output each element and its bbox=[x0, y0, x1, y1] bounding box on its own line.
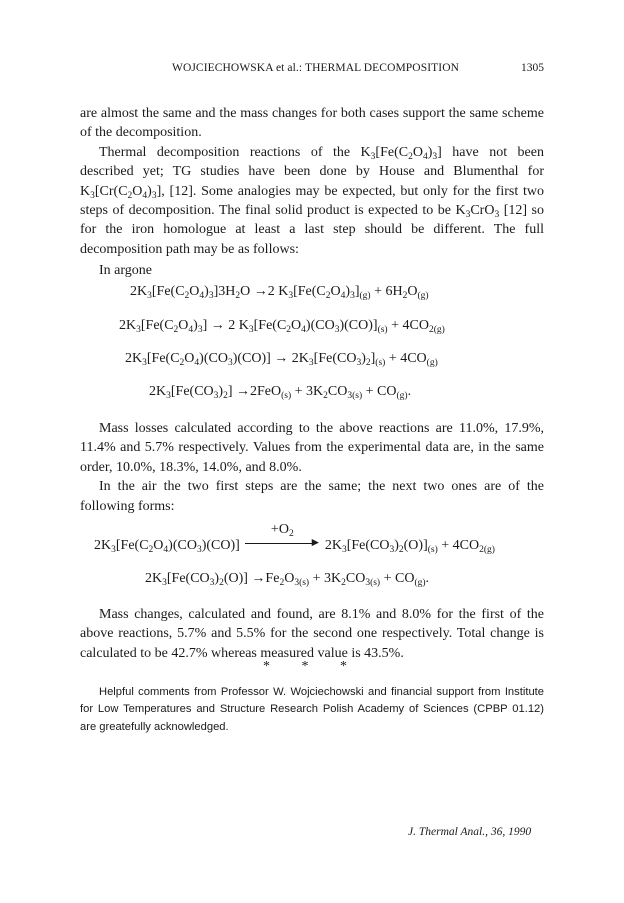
equation-3-subscript: 2 bbox=[179, 358, 185, 368]
equation-6-subscript: 3(s) bbox=[365, 578, 381, 588]
equation-6-subscript: 2 bbox=[341, 578, 346, 588]
equation-1-subscript: 3 bbox=[147, 291, 152, 301]
equation-3-text: ] bbox=[370, 351, 376, 366]
equation-6-subscript: 2 bbox=[279, 578, 285, 588]
equation-4-text: . bbox=[407, 384, 412, 399]
equation-5-right-text: ) bbox=[394, 538, 399, 553]
equation-4-subscript: 2 bbox=[223, 391, 228, 401]
equation-2-subscript: 3 bbox=[248, 325, 254, 335]
equation-3-text: ) bbox=[361, 351, 366, 366]
equation-1-subscript: 4 bbox=[340, 291, 346, 301]
equation-5-right-text: [Fe(CO bbox=[346, 538, 390, 553]
equation-5-right-subscript: 3 bbox=[341, 545, 347, 555]
equation-6-text: [Fe(CO bbox=[166, 571, 210, 586]
equation-1-text: 2K bbox=[130, 284, 148, 299]
equation-1-subscript: (g) bbox=[359, 291, 371, 301]
equation-5-left-subscript: 3 bbox=[111, 545, 116, 555]
equation-5-left-subscript: 2 bbox=[148, 545, 154, 555]
equation-2-subscript: 3 bbox=[136, 325, 141, 335]
equation-2-text: O bbox=[178, 318, 189, 333]
paragraph-5-block bbox=[80, 605, 544, 663]
equation-6-text: CO bbox=[345, 571, 366, 586]
reaction-arrow-with-oxygen: $+O_2$ ► bbox=[243, 536, 321, 550]
equation-6-subscript: 3(s) bbox=[294, 578, 310, 588]
equation-5-left-text: )(CO)] bbox=[201, 538, 240, 553]
equation-2-text: )(CO)] bbox=[339, 318, 378, 333]
equation-6-subscript: 3 bbox=[162, 578, 167, 588]
equation-5-right-subscript: (s) bbox=[427, 545, 438, 555]
equation-2-text: + 4CO bbox=[387, 318, 429, 333]
equation-1-subscript: 2 bbox=[325, 291, 331, 301]
label-in-argone: In argone bbox=[99, 263, 152, 278]
equation-1-text: ] bbox=[354, 284, 360, 299]
section-separator: * * * bbox=[263, 659, 361, 674]
equation-1-text: O bbox=[189, 284, 200, 299]
equation-4-subscript: 3 bbox=[213, 391, 219, 401]
equation-2-subscript: (s) bbox=[377, 325, 388, 335]
equation-1-text: [Fe(C bbox=[151, 284, 185, 299]
equation-1-subscript: 2 bbox=[184, 291, 190, 301]
equation-3-text: [Fe(CO bbox=[313, 351, 357, 366]
paragraph-3: Mass losses calculated according to the above reactions are 11.0%, 17.9%, 11.4% and 5.7% respectively. Values from the experimental data are, in the same order, 10.0%, 18.3%, 14.0%, and 8.0%. bbox=[80, 421, 544, 475]
equation-1-subscript: 4 bbox=[199, 291, 205, 301]
equation-1-text: + 6H bbox=[370, 284, 403, 299]
paragraph-1: are almost the same and the mass changes for both cases support the same scheme of the decomposition. bbox=[80, 106, 544, 141]
equation-2-text: )(CO bbox=[305, 318, 335, 333]
equation-3-text: [Fe(C bbox=[146, 351, 180, 366]
equation-6-subscript: 3 bbox=[209, 578, 215, 588]
equation-6-text: ) bbox=[214, 571, 220, 586]
equation-1-subscript: 3 bbox=[288, 291, 294, 301]
equation-4-text: 2K bbox=[149, 384, 167, 399]
equation-2-subscript: 2 bbox=[173, 325, 179, 335]
journal-citation: J. Thermal Anal., 36, 1990 bbox=[408, 826, 532, 838]
equation-4-subscript: 3 bbox=[166, 391, 171, 401]
equation-3-subscript: (s) bbox=[375, 358, 386, 368]
equation-2-subscript: 3 bbox=[197, 325, 203, 335]
equation-4-text: + 3K bbox=[291, 384, 324, 399]
equation-2-text: ] → 2 K bbox=[202, 318, 249, 333]
equation-5-right-subscript: 3 bbox=[389, 545, 395, 555]
equation-6-text: + CO bbox=[380, 571, 415, 586]
equation-6-text: (O)] →Fe bbox=[223, 571, 280, 586]
equation-5-left-text: O bbox=[153, 538, 164, 553]
equation-5-left-text: 2K bbox=[94, 538, 112, 553]
equation-6-text: O bbox=[284, 571, 295, 586]
equation-2-text: O bbox=[291, 318, 302, 333]
equation-4-text: [Fe(CO bbox=[170, 384, 214, 399]
page-number: 1305 bbox=[521, 62, 544, 74]
acknowledgement: Helpful comments from Professor W. Wojciechowski and financial support from Institute for Low Temperatures and Structure Research Polish Academy of Sciences (CPBP 01.12) are greatefully acknowledged. bbox=[80, 686, 544, 733]
equation-2-subscript: 4 bbox=[188, 325, 194, 335]
running-title: WOJCIECHOWSKA et al.: THERMAL DECOMPOSITION bbox=[172, 62, 459, 74]
equation-3-text: )(CO)] → 2K bbox=[232, 351, 309, 366]
equation-6-text: + 3K bbox=[309, 571, 342, 586]
equation-4 bbox=[149, 384, 411, 400]
arrow-head-icon: ► bbox=[309, 535, 322, 549]
equation-2-subscript: 2 bbox=[286, 325, 292, 335]
equation-5-right-text: + 4CO bbox=[437, 538, 480, 553]
equation-1-text: ) bbox=[345, 284, 351, 299]
equation-2-subscript: 3 bbox=[334, 325, 340, 335]
paragraph-results bbox=[80, 419, 544, 516]
equation-1-text: O bbox=[330, 284, 341, 299]
equation-2-subscript: 2(g) bbox=[428, 325, 445, 335]
equation-1-text: O →2 K bbox=[240, 284, 289, 299]
equation-1-subscript: 2 bbox=[402, 291, 408, 301]
equation-4-text: CO bbox=[327, 384, 348, 399]
equation-4-subscript: 3(s) bbox=[347, 391, 363, 401]
equation-3-text: )(CO bbox=[199, 351, 228, 366]
equation-3-subscript: 4 bbox=[194, 358, 200, 368]
equation-6 bbox=[145, 571, 429, 587]
equation-3-subscript: 3 bbox=[142, 358, 147, 368]
equation-3-subscript: 2 bbox=[365, 358, 371, 368]
equation-5-right-text: 2K bbox=[324, 538, 342, 553]
equation-6-text: . bbox=[425, 571, 430, 586]
equation-1-subscript: 3 bbox=[350, 291, 355, 301]
paragraph-intro bbox=[80, 104, 544, 259]
equation-1-subscript: (g) bbox=[417, 291, 429, 301]
equation-4-subscript: 2 bbox=[323, 391, 328, 401]
equation-2-text: ) bbox=[193, 318, 198, 333]
equation-3-subscript: (g) bbox=[426, 358, 438, 368]
equation-4-text: ] →2FeO bbox=[227, 384, 282, 399]
equation-5-right-text: (O)] bbox=[403, 538, 428, 553]
equation-5-right-subscript: 2 bbox=[398, 545, 404, 555]
equation-5 bbox=[94, 522, 495, 555]
equation-3-text: 2K bbox=[125, 351, 143, 366]
equation-3-subscript: 3 bbox=[308, 358, 314, 368]
equation-5-left-subscript: 3 bbox=[196, 545, 202, 555]
equation-4-text: + CO bbox=[362, 384, 397, 399]
equation-1-subscript: 2 bbox=[235, 291, 241, 301]
equation-5-left-text: )(CO bbox=[168, 538, 197, 553]
equation-1 bbox=[130, 284, 429, 300]
equation-1-text: ) bbox=[204, 284, 209, 299]
paragraph-5: Mass changes, calculated and found, are 8.1% and 8.0% for the first of the above reactions, 5.7% and 5.5% for the second one respectively. Total change is calculated to be 42.7% whereas measured value is 43.5%. bbox=[80, 607, 544, 661]
equation-2-text: [Fe(C bbox=[253, 318, 287, 333]
paragraph-4: In the air the two first steps are the same; the next two ones are of the following forms: bbox=[80, 479, 544, 514]
equation-4-subscript: (s) bbox=[281, 391, 292, 401]
equation-4-subscript: (g) bbox=[396, 391, 408, 401]
equation-1-text: ]3H bbox=[213, 284, 236, 299]
equation-2-subscript: 4 bbox=[301, 325, 306, 335]
equation-6-text: 2K bbox=[145, 571, 163, 586]
equation-4-text: ) bbox=[218, 384, 224, 399]
equation-3-text: + 4CO bbox=[385, 351, 427, 366]
equation-1-subscript: 3 bbox=[208, 291, 214, 301]
equation-2 bbox=[119, 318, 445, 334]
equation-5-left-text: [Fe(C bbox=[115, 538, 149, 553]
equation-2-text: 2K bbox=[119, 318, 137, 333]
equation-5-right-subscript: 2(g) bbox=[479, 545, 495, 555]
paragraph-2: Thermal decomposition reactions of the $K_3[Fe(C_2O_4)_3]$ have not been described yet; TG studies have been done by House and Blumenthal for $K_3[Cr(C_2O_4)_3]$, [12]. Some analogies may be expected, but only for the first two steps of decomposition. The final solid product is expected to be $K_3CrO_3$ [12] so for the iron homologue at least a last step should be different. The full decomposition path may be as follows: bbox=[80, 144, 544, 257]
equation-6-subscript: (g) bbox=[414, 578, 426, 588]
equation-6-subscript: 2 bbox=[219, 578, 224, 588]
equation-1-text: [Fe(C bbox=[293, 284, 326, 299]
equation-1-text: O bbox=[407, 284, 418, 299]
equation-3-subscript: 3 bbox=[227, 358, 233, 368]
equation-3 bbox=[125, 351, 438, 367]
equation-2-text: [Fe(C bbox=[140, 318, 174, 333]
equation-3-subscript: 3 bbox=[356, 358, 362, 368]
equation-5-left-subscript: 4 bbox=[163, 545, 169, 555]
equation-3-text: O bbox=[184, 351, 195, 366]
